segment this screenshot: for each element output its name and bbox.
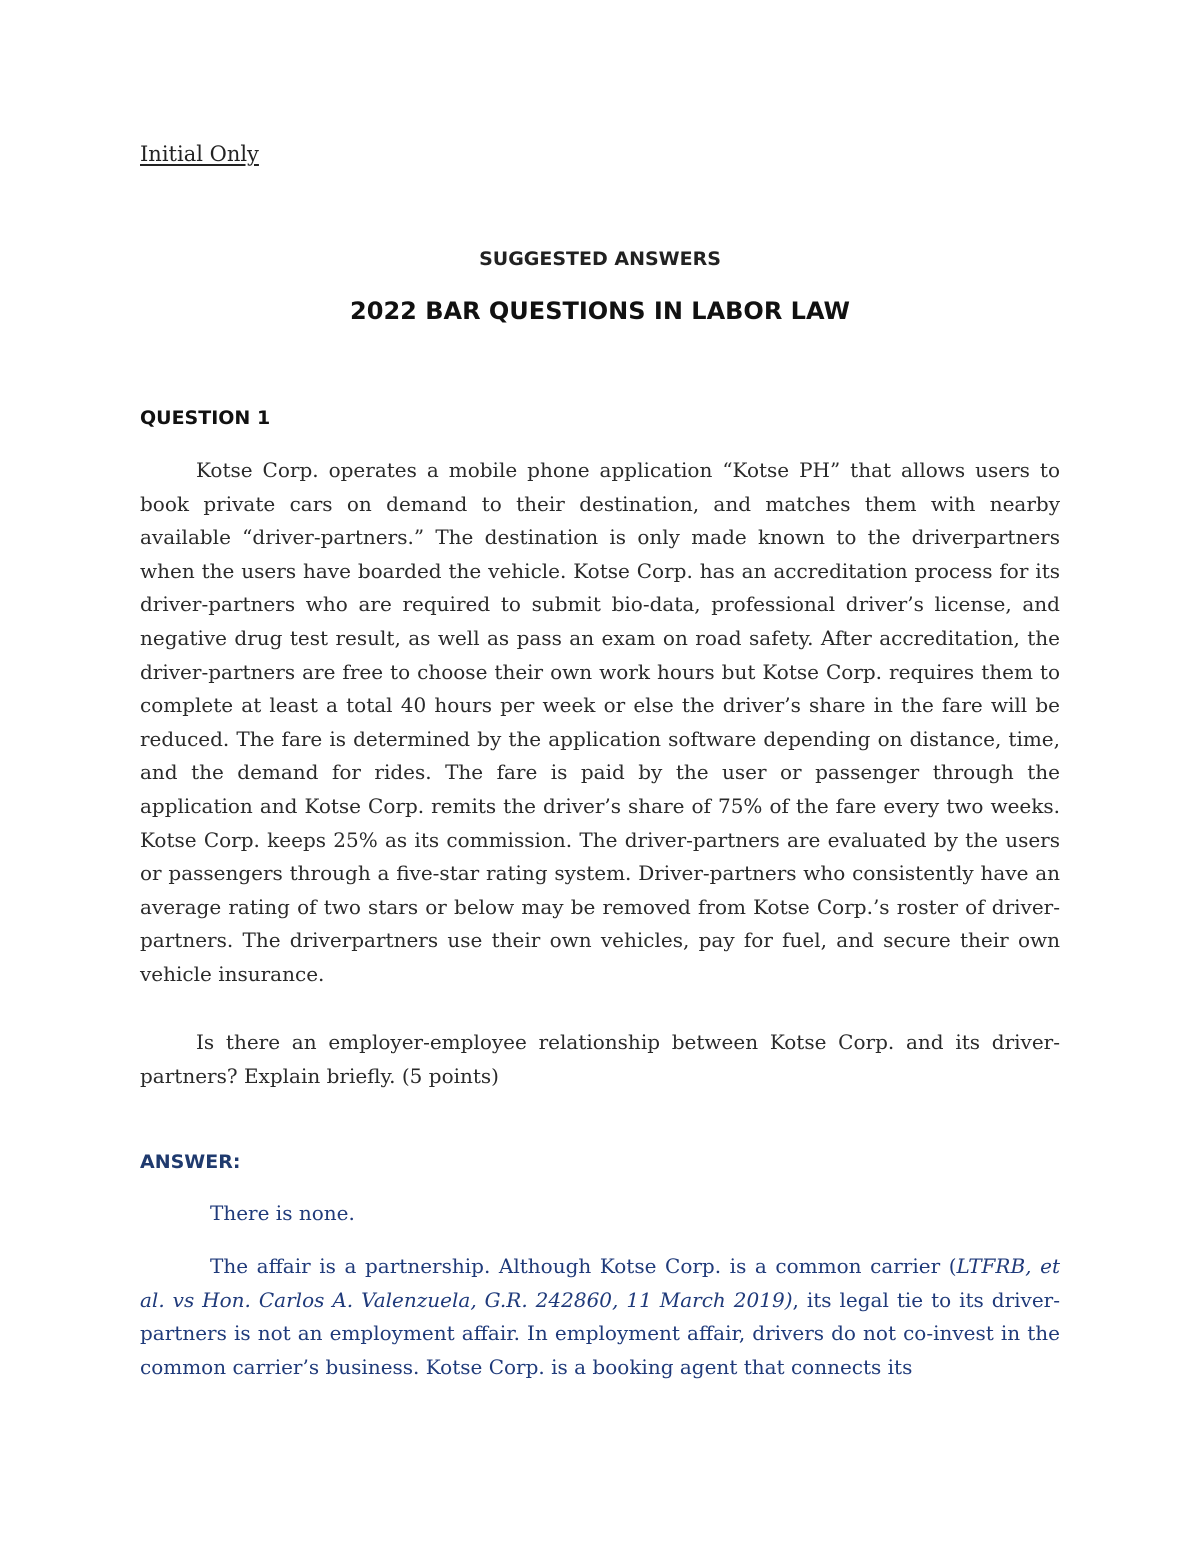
answer-paragraph-2-after: , its legal tie to its driver-partners is not an employment affair. In employment affair, drivers do not co-invest in the common carrier’s business. Kotse Corp. is a booking agent that connects its bbox=[140, 1287, 1061, 1379]
question-ask: Is there an employer-employee relationship between Kotse Corp. and its driver-partners? Explain briefly. (5 points) bbox=[140, 1030, 1060, 1088]
question-heading: QUESTION 1 bbox=[140, 407, 271, 429]
question-facts: Kotse Corp. operates a mobile phone application “Kotse PH” that allows users to book private cars on demand to their destination, and matches them with nearby available “driver-partners.” The destination is only made known to the driverpartners when the users have boarded the vehicle. Kotse Corp. has an accreditation process for its driver-partners who are required to submit bio-data, professional driver’s license, and negative drug test result, as well as pass an exam on road safety. After accreditation, the driver-partners are free to choose their own work hours but Kotse Corp. requires them to complete at least a total 40 hours per week or else the driver’s share in the fare will be reduced. The fare is determined by the application software depending on distance, time, and the demand for rides. The fare is paid by the user or passenger through the application and Kotse Corp. remits the driver’s share of 75% of the fare every two weeks. Kotse Corp. keeps 25% as its commission. The driver-partners are evaluated by the users or passengers through a five-star rating system. Driver-partners who consistently have an average rating of two stars or below may be removed from Kotse Corp.’s roster of driver-partners. The driverpartners use their own vehicles, pay for fuel, and secure their own vehicle insurance. bbox=[140, 458, 1060, 986]
answer-heading: ANSWER: bbox=[140, 1151, 241, 1173]
answer-paragraph-2-before: The affair is a partnership. Although Kotse Corp. is a common carrier ( bbox=[210, 1254, 957, 1278]
document-subtitle: SUGGESTED ANSWERS bbox=[479, 248, 721, 270]
header-note: Initial Only bbox=[140, 142, 259, 166]
answer-paragraph-2 bbox=[140, 1250, 1060, 1384]
case-citation: LTFRB, et al. vs Hon. Carlos A. Valenzuela, G.R. 242860, 11 March 2019) bbox=[140, 1254, 1060, 1312]
answer-paragraph-1: There is none. bbox=[210, 1201, 355, 1225]
document-title: 2022 BAR QUESTIONS IN LABOR LAW bbox=[350, 297, 850, 325]
